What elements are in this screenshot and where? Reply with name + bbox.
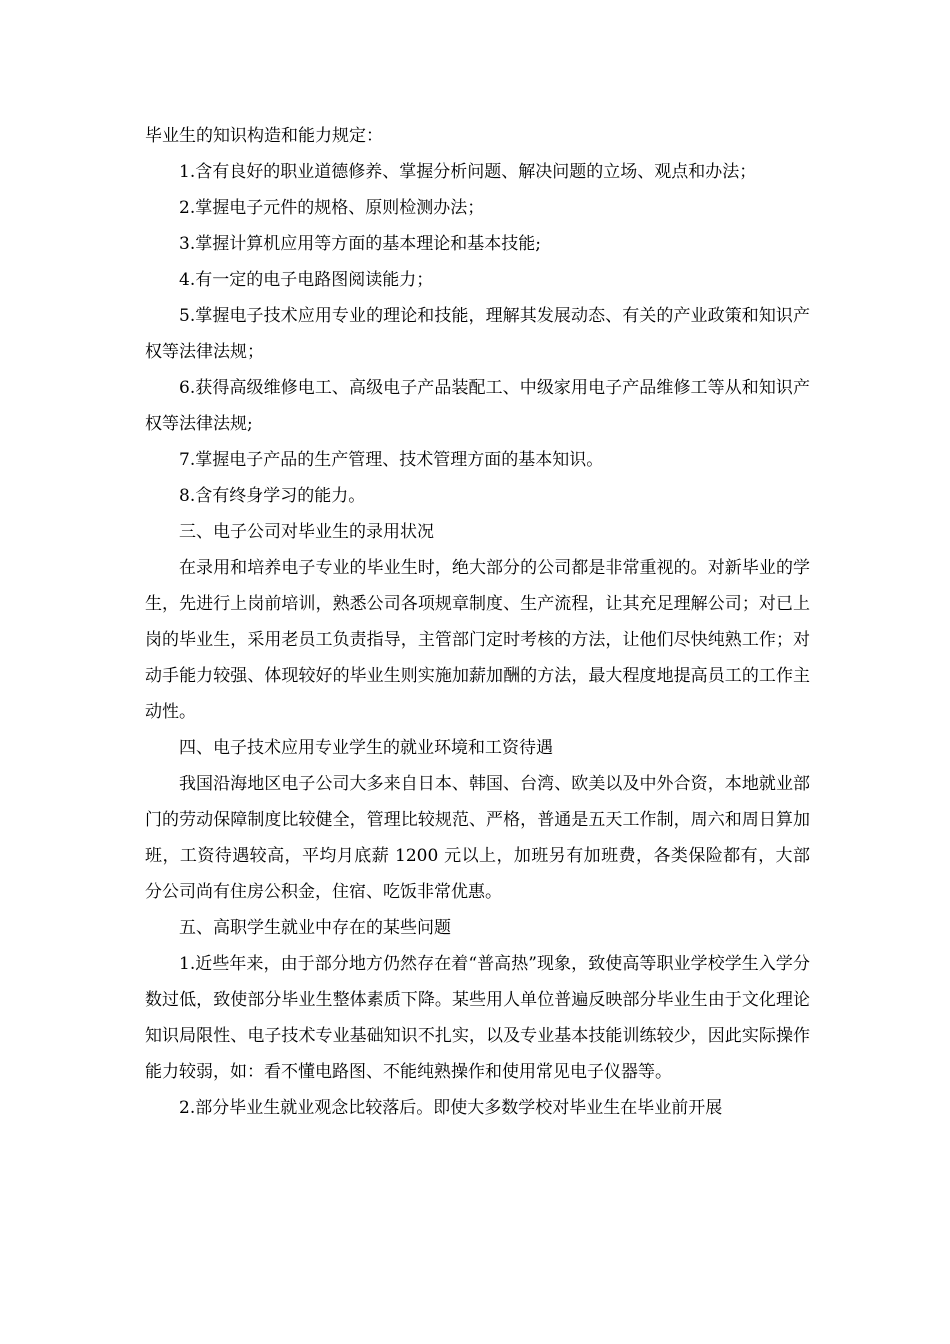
- paragraph: 毕业生的知识构造和能力规定：: [145, 126, 383, 146]
- list-item: 8.含有终身学习的能力。: [179, 486, 366, 506]
- list-item: 4.有一定的电子电路图阅读能力；: [179, 270, 434, 290]
- document-page: [145, 118, 810, 1126]
- list-item: 2.掌握电子元件的规格、原则检测办法；: [179, 198, 485, 218]
- section-heading: 四、电子技术应用专业学生的就业环境和工资待遇: [179, 738, 553, 758]
- section-heading: 五、高职学生就业中存在的某些问题: [179, 918, 451, 938]
- paragraph: 我国沿海地区电子公司大多来自日本、韩国、台湾、欧美以及中外合资，本地就业部门的劳动保障制度比较健全，管理比较规范、严格，普通是五天工作制，周六和周日算加班，工资待遇较高，平均月底薪 1200 元以上，加班另有加班费，各类保险都有，大部分公司尚有住房公积金，住宿、吃饭非常优惠。: [145, 774, 810, 902]
- list-item: 1.含有良好的职业道德修养、掌握分析问题、解决问题的立场、观点和办法；: [179, 162, 757, 182]
- list-item: 1.近些年来，由于部分地方仍然存在着“普高热”现象，致使高等职业学校学生入学分数过低，致使部分毕业生整体素质下降。某些用人单位普遍反映部分毕业生由于文化理论知识局限性、电子技术专业基础知识不扎实，以及专业基本技能训练较少，因此实际操作能力较弱，如：看不懂电路图、不能纯熟操作和使用常见电子仪器等。: [145, 954, 810, 1082]
- list-item: 2.部分毕业生就业观念比较落后。即使大多数学校对毕业生在毕业前开展: [179, 1098, 723, 1118]
- list-item: 7.掌握电子产品的生产管理、技术管理方面的基本知识。: [179, 450, 604, 470]
- list-item: 5.掌握电子技术应用专业的理论和技能，理解其发展动态、有关的产业政策和知识产权等法律法规；: [145, 306, 810, 362]
- list-item: 6.获得高级维修电工、高级电子产品装配工、中级家用电子产品维修工等从和知识产权等法律法规;: [145, 378, 810, 434]
- section-heading: 三、电子公司对毕业生的录用状况: [179, 522, 434, 542]
- list-item: 3.掌握计算机应用等方面的基本理论和基本技能;: [179, 234, 541, 254]
- paragraph: 在录用和培养电子专业的毕业生时，绝大部分的公司都是非常重视的。对新毕业的学生，先进行上岗前培训，熟悉公司各项规章制度、生产流程，让其充足理解公司；对已上岗的毕业生，采用老员工负责指导，主管部门定时考核的方法，让他们尽快纯熟工作；对动手能力较强、体现较好的毕业生则实施加薪加酬的方法，最大程度地提高员工的工作主动性。: [145, 558, 810, 722]
